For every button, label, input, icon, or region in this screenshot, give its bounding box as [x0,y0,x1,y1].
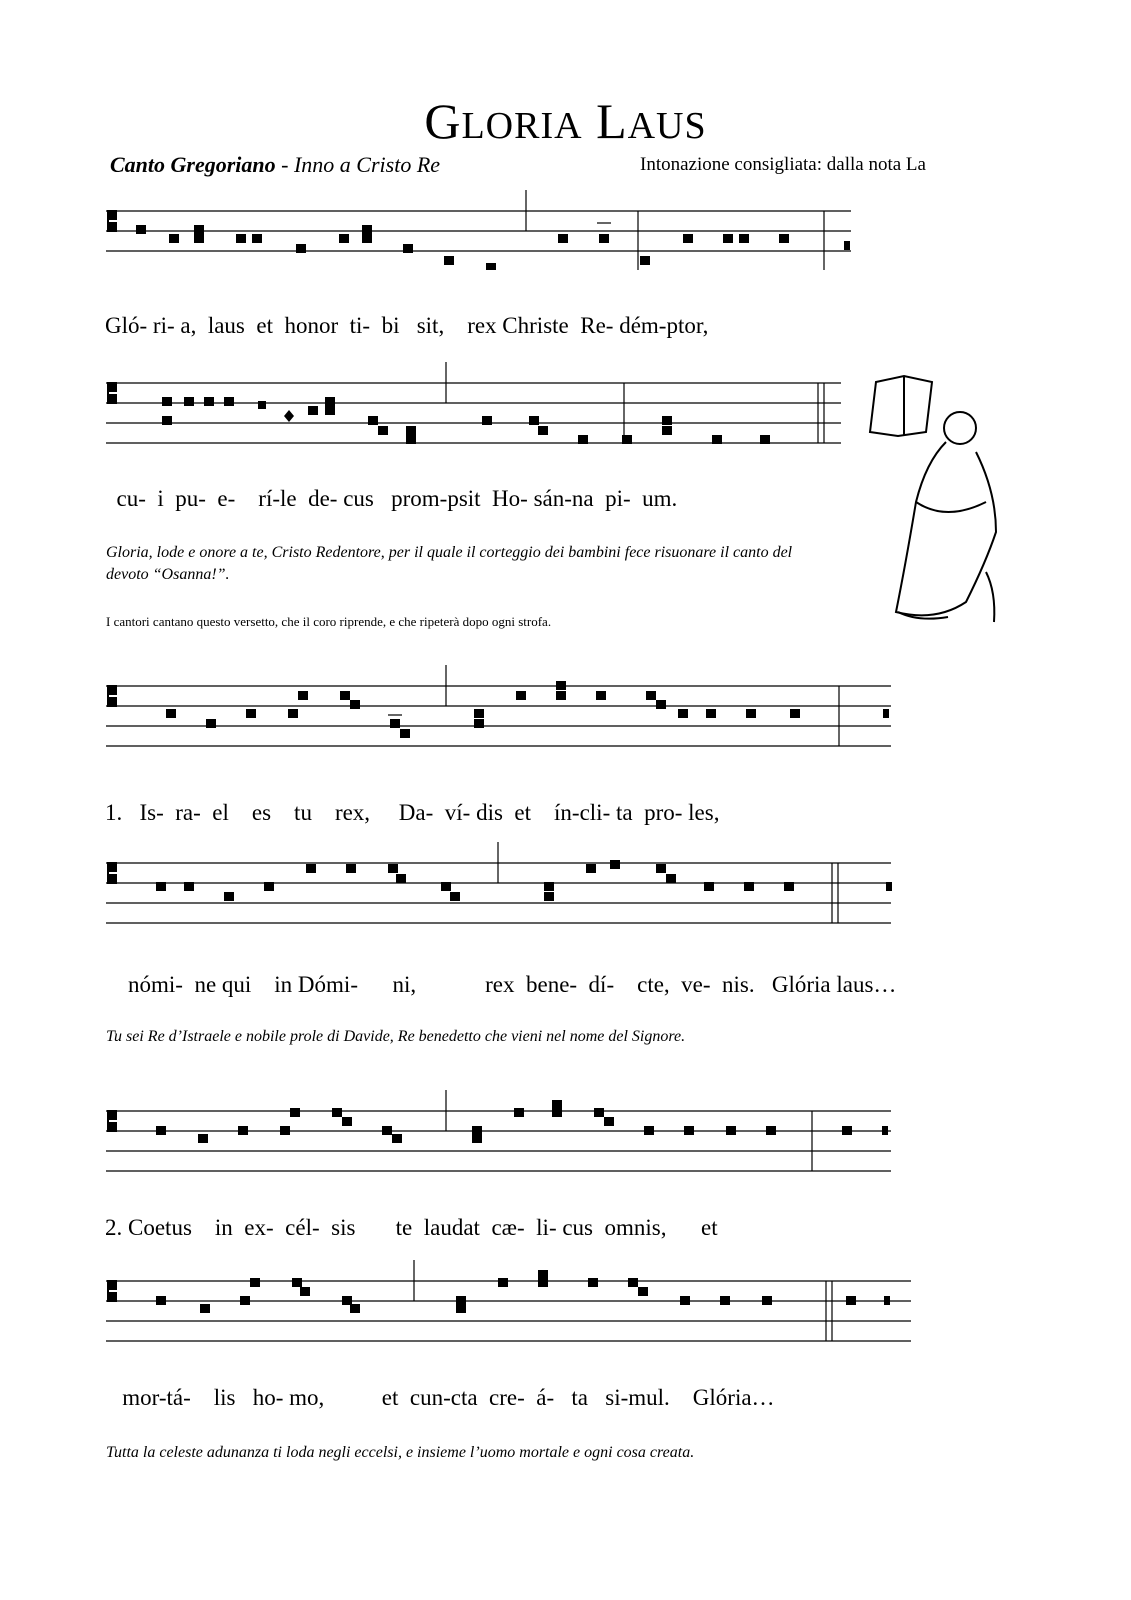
translation-verse-2: Tutta la celeste adunanza ti loda negli eccelsi, e insieme l’uomo mortale e ogni cosa creata. [106,1444,695,1461]
staff-1 [106,190,866,270]
lyrics-2: cu- i pu- e- rí-le de- cus prom-psit Ho- sán-na pi- um. [105,486,678,511]
lyrics-6: mor-tá- lis ho- mo, et cun-cta cre- á- ta si-mul. Glória… [105,1385,775,1410]
lyrics-1: Gló- ri- a, laus et honor ti- bi sit, rex Christe Re- dém-ptor, [105,313,709,338]
staff-4 [106,842,896,942]
staff-6 [106,1260,916,1360]
hymn-type: Inno a Cristo Re [293,152,441,177]
intonation-note: Intonazione consigliata: dalla nota La [640,154,926,175]
translation-refrain: Gloria, lode e onore a te, Cristo Redentore, per il quale il corteggio dei bambini fece risuonare il canto del devoto “Osanna!”. [106,544,793,583]
subtitle: Canto Gregoriano - Inno a Cristo Re [110,152,441,177]
instruction-note: I cantori cantano questo versetto, che il coro riprende, e che ripeterà dopo ogni strofa. [106,614,552,629]
monk-with-book-icon [868,372,1018,632]
lyrics-5: 2. Coetus in ex- cél- sis te laudat cæ- li- cus omnis, et [105,1215,718,1240]
page-title: GLORIA LAUS [424,93,707,149]
genre: Canto Gregoriano [110,152,276,177]
lyrics-4: nómi- ne qui in Dómi- ni, rex bene- dí- cte, ve- nis. Glória laus… [105,972,897,997]
staff-5 [106,1090,896,1190]
translation-verse-1: Tu sei Re d’Istraele e nobile prole di Davide, Re benedetto che vieni nel nome del Signore. [106,1028,686,1045]
lyrics-3: 1. Is- ra- el es tu rex, Da- ví- dis et ín-cli- ta pro- les, [105,800,720,825]
staff-2 [106,362,846,472]
do-clef-icon [108,211,116,231]
staff-3 [106,665,896,765]
